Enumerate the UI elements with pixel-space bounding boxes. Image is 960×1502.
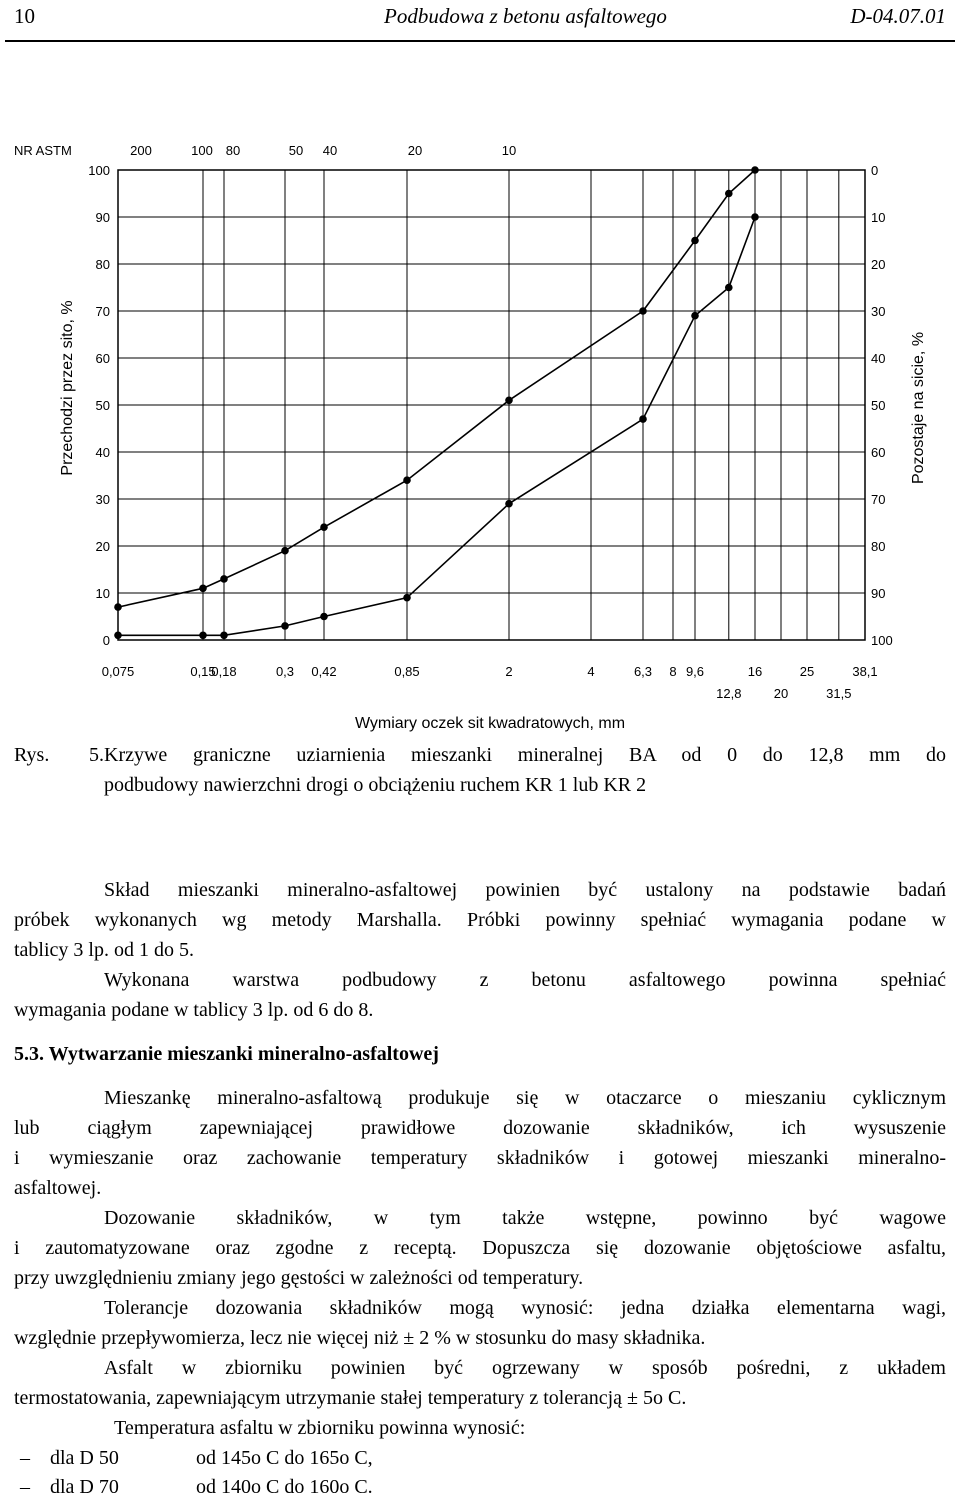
astm-tick: 100 xyxy=(191,143,213,158)
figure-caption xyxy=(14,740,946,770)
list-label: dla D 70 xyxy=(50,1476,119,1498)
y-tick-left: 90 xyxy=(95,210,110,225)
y-tick-right: 70 xyxy=(871,492,886,507)
document-title: Podbudowa z betonu asfaltowego xyxy=(384,4,667,28)
x-tick-labels-row1 xyxy=(102,664,878,679)
right-y-tick-labels xyxy=(871,163,893,648)
y-tick-right: 40 xyxy=(871,351,886,366)
list-dash: – xyxy=(20,1447,30,1469)
y-tick-left: 60 xyxy=(95,351,110,366)
paragraph-line: Temperatura asfaltu w zbiorniku powinna wynosić: xyxy=(114,1417,526,1439)
data-point xyxy=(403,476,411,484)
page-number: 10 xyxy=(14,4,35,28)
paragraph-line: asfaltowej. xyxy=(14,1177,102,1199)
astm-tick: 20 xyxy=(407,143,423,158)
x-tick: 0,3 xyxy=(275,664,295,679)
data-point xyxy=(281,622,289,630)
x-tick: 0,42 xyxy=(311,664,337,679)
y-tick-right: 80 xyxy=(871,539,886,554)
caption-line1: Krzywe graniczne uziarnienia mieszanki mineralnej BA od 0 do 12,8 mm do xyxy=(104,744,946,766)
data-point xyxy=(639,415,647,423)
y-tick-left: 70 xyxy=(95,304,110,319)
x-tick: 9,6 xyxy=(685,664,705,679)
data-point xyxy=(320,613,328,621)
paragraph-line: przy uwzględnieniu zmiany jego gęstości w zależności od temperatury. xyxy=(14,1267,584,1289)
paragraph-line: Tolerancje dozowania składników mogą wynosić: jedna działka elementarna wagi, xyxy=(104,1297,946,1319)
list-dash: – xyxy=(20,1476,30,1498)
paragraph-line: wymagania podane w tablicy 3 lp. od 6 do 8. xyxy=(14,999,374,1021)
x-tick: 0,15 xyxy=(190,664,216,679)
x-tick: 4 xyxy=(587,664,595,679)
grading-curve-2 xyxy=(118,217,755,635)
astm-tick: 200 xyxy=(130,143,152,158)
data-point xyxy=(114,603,122,611)
x-tick: 0,075 xyxy=(101,664,135,679)
list-range: od 140o C do 160o C. xyxy=(196,1476,373,1498)
data-point xyxy=(725,190,733,198)
data-point xyxy=(220,632,228,640)
list-label: dla D 50 xyxy=(50,1447,119,1469)
astm-tick: 80 xyxy=(225,143,241,158)
y-tick-right: 50 xyxy=(871,398,886,413)
section-heading: 5.3. Wytwarzanie mieszanki mineralno-asfaltowej xyxy=(14,1043,439,1065)
data-point xyxy=(403,594,411,602)
list-range: od 145o C do 165o C, xyxy=(196,1447,373,1469)
data-point xyxy=(751,213,759,221)
x-tick: 16 xyxy=(747,664,763,679)
y-tick-left: 0 xyxy=(102,633,110,648)
y-tick-left: 40 xyxy=(95,445,110,460)
data-point xyxy=(199,632,207,640)
data-point xyxy=(281,547,289,555)
y-tick-right: 60 xyxy=(871,445,886,460)
y-tick-right: 10 xyxy=(871,210,886,225)
grading-curves xyxy=(114,166,759,639)
data-point xyxy=(505,500,513,508)
x-tick: 25 xyxy=(799,664,815,679)
astm-tick-labels xyxy=(130,143,516,158)
y-tick-left: 50 xyxy=(95,398,110,413)
y-tick-left: 30 xyxy=(95,492,110,507)
x-tick: 2 xyxy=(505,664,513,679)
document-code: D-04.07.01 xyxy=(850,4,946,28)
y-tick-right: 90 xyxy=(871,586,886,601)
paragraph-line: Mieszankę mineralno-asfaltową produkuje się w otaczarce o mieszaniu cyklicznym xyxy=(104,1087,946,1109)
data-point xyxy=(505,397,513,405)
paragraph-line: Asfalt w zbiorniku powinien być ogrzewany w sposób pośredni, z układem xyxy=(104,1357,946,1379)
data-point xyxy=(199,585,207,593)
paragraph-line: względnie przepływomierza, lecz nie więcej niż ± 2 % w stosunku do masy składnika. xyxy=(14,1327,706,1349)
right-y-axis-label: Pozostaje na sicie, % xyxy=(910,331,927,485)
y-tick-left: 20 xyxy=(95,539,110,554)
paragraph-line: termostatowania, zapewniającym utrzymanie stałej temperatury z tolerancją ± 5o C. xyxy=(14,1387,687,1409)
astm-tick: 50 xyxy=(288,143,304,158)
caption-label: Rys. 5. xyxy=(14,744,104,766)
y-tick-left: 100 xyxy=(88,163,110,178)
astm-tick: 40 xyxy=(322,143,338,158)
x-tick: 38,1 xyxy=(852,664,878,679)
x-tick-labels-row2 xyxy=(716,686,851,701)
grading-curve-1 xyxy=(118,170,755,607)
paragraph-line: i zautomatyzowane oraz zgodne z receptą. Dopuszcza się dozowanie objętościowe asfaltu, xyxy=(14,1237,946,1259)
data-point xyxy=(639,307,647,315)
y-tick-left: 10 xyxy=(95,586,110,601)
page-header xyxy=(0,0,960,46)
left-y-tick-labels xyxy=(88,163,110,648)
header-rule xyxy=(5,40,955,42)
x-axis-label: Wymiary oczek sit kwadratowych, mm xyxy=(354,715,626,732)
data-point xyxy=(691,312,699,320)
x-tick: 12,8 xyxy=(716,686,742,701)
y-tick-right: 20 xyxy=(871,257,886,272)
y-tick-right: 30 xyxy=(871,304,886,319)
paragraph-line: tablicy 3 lp. od 1 do 5. xyxy=(14,939,194,961)
x-tick: 8 xyxy=(669,664,677,679)
chart-grid xyxy=(118,170,865,640)
data-point xyxy=(320,523,328,531)
data-point xyxy=(114,632,122,640)
x-tick: 0,18 xyxy=(211,664,237,679)
caption-line2: podbudowy nawierzchni drogi o obciążeniu ruchem KR 1 lub KR 2 xyxy=(104,774,647,796)
paragraph-line: lub ciągłym zapewniającej prawidłowe dozowanie składników, ich wysuszenie xyxy=(14,1117,946,1139)
paragraph-line: Wykonana warstwa podbudowy z betonu asfaltowego powinna spełniać xyxy=(104,969,946,991)
data-point xyxy=(725,284,733,292)
grading-curves-chart xyxy=(0,120,960,735)
y-tick-right: 0 xyxy=(871,163,879,178)
y-tick-left: 80 xyxy=(95,257,110,272)
paragraph-line: próbek wykonanych wg metody Marshalla. Próbki powinny spełniać wymagania podane w xyxy=(14,909,946,931)
left-y-axis-label: Przechodzi przez sito, % xyxy=(59,300,76,476)
paragraph-line: i wymieszanie oraz zachowanie temperatury składników i gotowej mieszanki mineralno- xyxy=(14,1147,946,1169)
x-tick: 31,5 xyxy=(826,686,852,701)
x-tick: 20 xyxy=(773,686,789,701)
astm-label: NR ASTM xyxy=(14,143,72,158)
data-point xyxy=(751,166,759,174)
astm-tick: 10 xyxy=(501,143,517,158)
paragraph-line: Skład mieszanki mineralno-asfaltowej powinien być ustalony na podstawie badań xyxy=(104,879,946,901)
x-tick: 6,3 xyxy=(633,664,653,679)
x-tick: 0,85 xyxy=(394,664,420,679)
paragraph-line: Dozowanie składników, w tym także wstępne, powinno być wagowe xyxy=(104,1207,946,1229)
data-point xyxy=(691,237,699,245)
y-tick-right: 100 xyxy=(871,633,893,648)
data-point xyxy=(220,575,228,583)
